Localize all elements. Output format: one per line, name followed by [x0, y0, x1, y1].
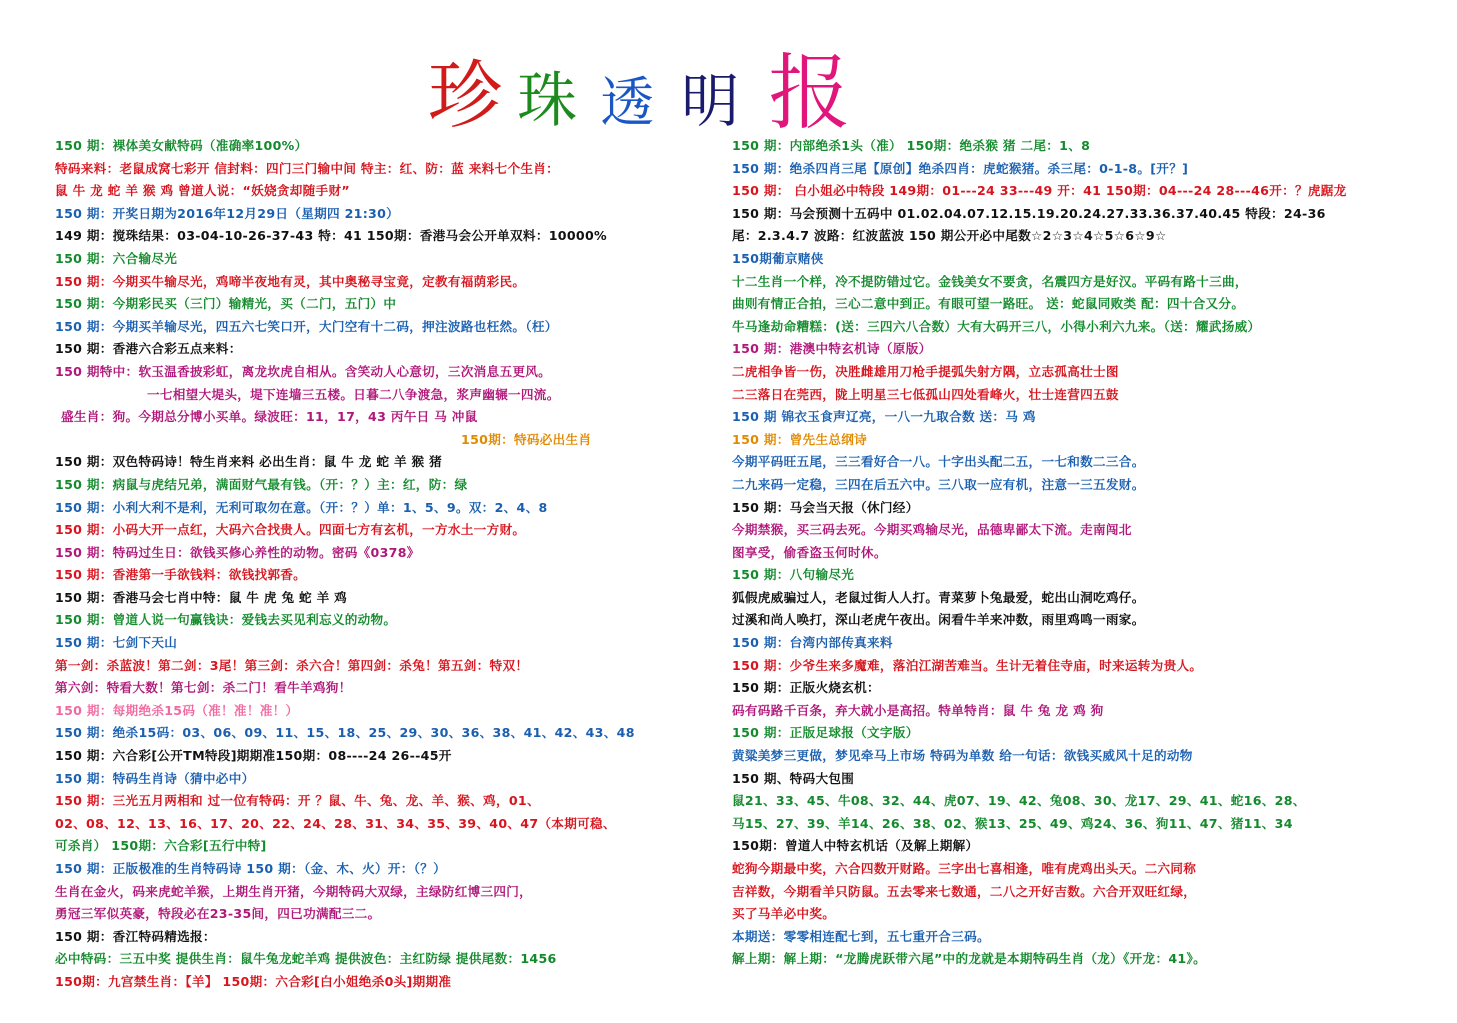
left-column-line: 150 期：今期彩民买（三门）输精光，买（二门，五门）中: [55, 296, 397, 312]
left-column-line: 150 期：小码大开一点红，大码六合找贵人。四面七方有玄机，一方水土一方财。: [55, 522, 526, 538]
left-column-line: 可杀肖） 150期：六合彩[五行中特]: [55, 838, 267, 854]
right-column-line: 二九来码一定稳，三四在后五六中。三八取一应有机，注意一三五发财。: [732, 476, 1145, 492]
right-column-line: 狐假虎威骗过人，老鼠过街人人打。青菜萝卜兔最爱，蛇出山洞吃鸡仔。: [732, 589, 1145, 605]
left-column-line: 一七相望大堤头，堤下连墙三五楼。日暮二八争渡急，浆声幽辗一四流。: [147, 386, 560, 402]
right-column-line: 二三落日在莞西，陇上明星三七低孤山四处看峰火，壮士连营四五鼓: [732, 386, 1119, 402]
left-column-line: 150 期：曾道人说一句赢钱诀：爱钱去买见利忘义的动物。: [55, 612, 397, 628]
left-column-line: 150 期：今期买羊输尽光，四五六七笑口开，大门空有十二码，押注波路也枉然。（枉）: [55, 318, 558, 334]
right-column-line: 图享受，偷香盗玉何时休。: [732, 544, 887, 560]
left-column-line: 150 期：正版极准的生肖特码诗 150 期：（金、木、火）开：（？）: [55, 861, 447, 876]
right-column-line: 150 期：港澳中特玄机诗（原版）: [732, 341, 932, 357]
right-column-line: 今期平码旺五尾，三三看好合一八。十字出头配二五，一七和数二三合。: [732, 454, 1145, 470]
left-column: [55, 135, 715, 994]
left-column-line: 150 期特中：软玉温香披彩虹，离龙坎虎自相从。含笑动人心意切，三次消息五更风。: [55, 363, 552, 379]
left-column-line: 150 期：病鼠与虎结兄弟，满面财气最有钱。（开：？）主：红，防：绿: [55, 476, 468, 492]
right-column-line: 牛马逢劫命糟糕：(送：三四六八合数）大有大码开三八，小得小利六九来。（送：耀武扬威）: [732, 318, 1261, 334]
left-column-line: 150 期：三光五月两相和 过一位有特码：开 ？鼠、牛、兔、龙、羊、猴、鸡，01、: [55, 793, 540, 809]
right-column-line: 150 期 锦衣玉食声辽亮，一八一九取合数 送：马 鸡: [732, 409, 1036, 425]
right-column-line: 今期禁猴，买三码去死。今期买鸡输尽光，品德卑鄙太下流。走南闯北: [732, 522, 1132, 538]
title-char-3: 透: [600, 71, 655, 134]
title-char-2: 珠: [517, 66, 578, 136]
right-column-line: 二虎相争皆一伤，决胜雌雄用刀枪手提弧失射方隅，立志孤高壮士图: [732, 363, 1119, 379]
title-char-1: 珍: [428, 53, 502, 139]
left-column-line: 150 期：绝杀15码：03、06、09、11、15、18、25、29、30、36、38、41、42、43、48: [55, 725, 635, 741]
left-column-line: 150 期：特码生肖诗（猜中必中）: [55, 770, 255, 786]
right-column-line: 尾：2.3.4.7 波路：红波蓝波 150 期公开必中尾数☆2☆3☆4☆5☆6☆9☆: [732, 228, 1167, 244]
right-column-line: 马15、27、39、羊14、26、38、02、猴13、25、49、鸡24、36、狗11、47、猪11、34: [732, 815, 1293, 831]
left-column-line: 150期：特码必出生肖: [461, 431, 592, 447]
left-column-line: 150 期：六合输尽光: [55, 250, 178, 266]
left-column-line: 150 期：小利大利不是利，无利可取勿在意。（开：？）单：1、5、9。双：2、4、8: [55, 499, 548, 515]
title-char-5: 报: [768, 46, 851, 141]
left-column-line: 150 期：七剑下天山: [55, 635, 178, 651]
right-column-line: 150 期：八句输尽光: [732, 567, 855, 583]
left-column-line: 必中特码：三五中奖 提供生肖：鼠牛兔龙蛇羊鸡 提供波色：主红防绿 提供尾数：1456: [55, 951, 557, 967]
left-column-line: 150 期：香港六合彩五点来料：: [55, 341, 242, 357]
right-column-line: 过溪和尚人唤打，深山老虎午夜出。闲看牛羊来冲数，雨里鸡鸣一雨家。: [732, 612, 1145, 628]
left-column-line: 150 期：今期买牛输尽光，鸡啼半夜地有灵，其中奥秘寻宝竟，定教有福荫彩民。: [55, 273, 526, 289]
right-column-line: 150 期：曾先生总纲诗: [732, 431, 868, 447]
right-column-line: 鼠21、33、45、牛08、32、44、虎07、19、42、兔08、30、龙17、29、41、蛇16、28、: [732, 793, 1306, 809]
left-column-line: 150 期：香江特码精选报：: [55, 928, 216, 944]
right-column-line: 150 期： 白小姐必中特段 149期：01---24 33---49 开：41 150期：04---24 28---46开：？虎踞龙: [732, 183, 1347, 199]
right-column-line: 蛇狗今期最中奖，六合四数开财路。三字出七喜相逢，唯有虎鸡出头天。二六同称: [732, 861, 1197, 876]
right-column-line: 150 期：绝杀四肖三尾【原创】绝杀四肖：虎蛇猴猪。杀三尾：0-1-8。[开？]: [732, 160, 1189, 176]
left-column-line: 第六剑：特看大数！第七剑：杀二门！看牛羊鸡狗！: [55, 680, 352, 696]
left-column-line: 盛生肖：狗。今期总分博小买单。绿波旺：11，17，43 丙午日 马 冲鼠: [61, 409, 478, 425]
left-column-line: 特码来料：老鼠成窝七彩开 信封料：四门三门输中间 特主：红、防：蓝 来料七个生肖：: [55, 160, 560, 176]
left-column-line: 150 期：每期绝杀15码（准！准！准！）: [55, 702, 299, 718]
right-column-line: 黄粱美梦三更做，梦见牵马上市场 特码为单数 给一句话：欲钱买威风十足的动物: [732, 748, 1193, 764]
right-column-line: 150期葡京赌侠: [732, 250, 824, 266]
left-column-line: 生肖在金火，码来虎蛇羊猴，上期生肖开猪，今期特码大双绿，主绿防红博三四门，: [55, 883, 533, 899]
right-column-line: 买了马羊必中奖。: [732, 906, 836, 922]
left-column-line: 02、08、12、13、16、17、20、22、24、28、31、34、35、39、40、47（本期可稳、: [55, 815, 616, 831]
title-char-4: 明: [681, 67, 740, 135]
left-column-line: 鼠 牛 龙 蛇 羊 猴 鸡 曾道人说：“妖娆贪却随手财”: [55, 183, 350, 199]
left-column-line: 150 期：香港马会七肖中特：鼠 牛 虎 兔 蛇 羊 鸡: [55, 589, 348, 605]
left-column-line: 150 期：开奖日期为2016年12月29日（星期四 21:30）: [55, 205, 400, 221]
right-column-line: 码有码路千百条，弃大就小是高招。特单特肖：鼠 牛 兔 龙 鸡 狗: [732, 702, 1104, 718]
right-column-line: 曲则有情正合拍，三心二意中到正。有眼可望一路旺。 送：蛇鼠同败类 配：四十合又分。: [732, 296, 1245, 312]
right-column-line: 150 期：内部绝杀1头（准） 150期：绝杀猴 猪 二尾：1、8: [732, 138, 1091, 153]
left-column-line: 150 期：香港第一手欲钱料：欲钱找郭香。: [55, 567, 307, 583]
right-column: [732, 135, 1442, 971]
right-column-line: 150 期：少爷生来多魔难，落泊江湖苦难当。生计无着住寺庙，时来运转为贵人。: [732, 657, 1203, 673]
right-column-line: 150期：曾道人中特玄机话（及解上期解）: [732, 838, 979, 854]
left-column-line: 勇冠三军似英豪，特段必在23-35间，四已功满配三二。: [55, 906, 381, 922]
left-column-line: 149 期：搅珠结果：03-04-10-26-37-43 特：41 150期：香港马会公开单双料：10000%: [55, 228, 607, 244]
right-column-line: 吉祥数，今期看羊只防鼠。五去零来七数通，二八之开好吉数。六合开双旺红绿，: [732, 883, 1197, 899]
right-column-line: 150 期：正版火烧玄机：: [732, 680, 880, 696]
newspaper-title: [428, 28, 850, 145]
right-column-line: 150 期：正版足球报（文字版）: [732, 725, 919, 741]
left-column-line: 150期：九宫禁生肖：【羊】 150期：六合彩[白小姐绝杀0头]期期准: [55, 973, 452, 989]
right-column-line: 十二生肖一个样，冷不提防错过它。金钱美女不要贪，名震四方是好汉。平码有路十三曲，: [732, 273, 1248, 289]
right-column-line: 150 期：马会预测十五码中 01.02.04.07.12.15.19.20.24.27.33.36.37.40.45 特段：24-36: [732, 205, 1326, 221]
right-column-line: 解上期：解上期：“龙腾虎跃带六尾”中的龙就是本期特码生肖（龙）《开龙：41》。: [732, 951, 1206, 967]
left-column-line: 第一剑：杀蓝波！第二剑：3尾！第三剑：杀六合！第四剑：杀兔！第五剑：特双！: [55, 657, 529, 673]
left-column-line: 150 期：特码过生日：欲钱买修心养性的动物。密码《0378》: [55, 544, 420, 560]
right-column-line: 150 期：台湾内部传真来料: [732, 635, 893, 651]
right-column-line: 150 期、特码大包围: [732, 770, 855, 786]
right-column-line: 150 期：马会当天报（休门经）: [732, 499, 919, 515]
left-column-line: 150 期：六合彩[公开TM特段]期期准150期：08----24 26--45开: [55, 748, 452, 764]
left-column-line: 150 期：裸体美女献特码（准确率100%）: [55, 138, 308, 153]
right-column-line: 本期送：零零相连配七到，五七重开合三码。: [732, 928, 990, 944]
left-column-line: 150 期：双色特码诗！特生肖来料 必出生肖：鼠 牛 龙 蛇 羊 猴 猪: [55, 454, 443, 470]
